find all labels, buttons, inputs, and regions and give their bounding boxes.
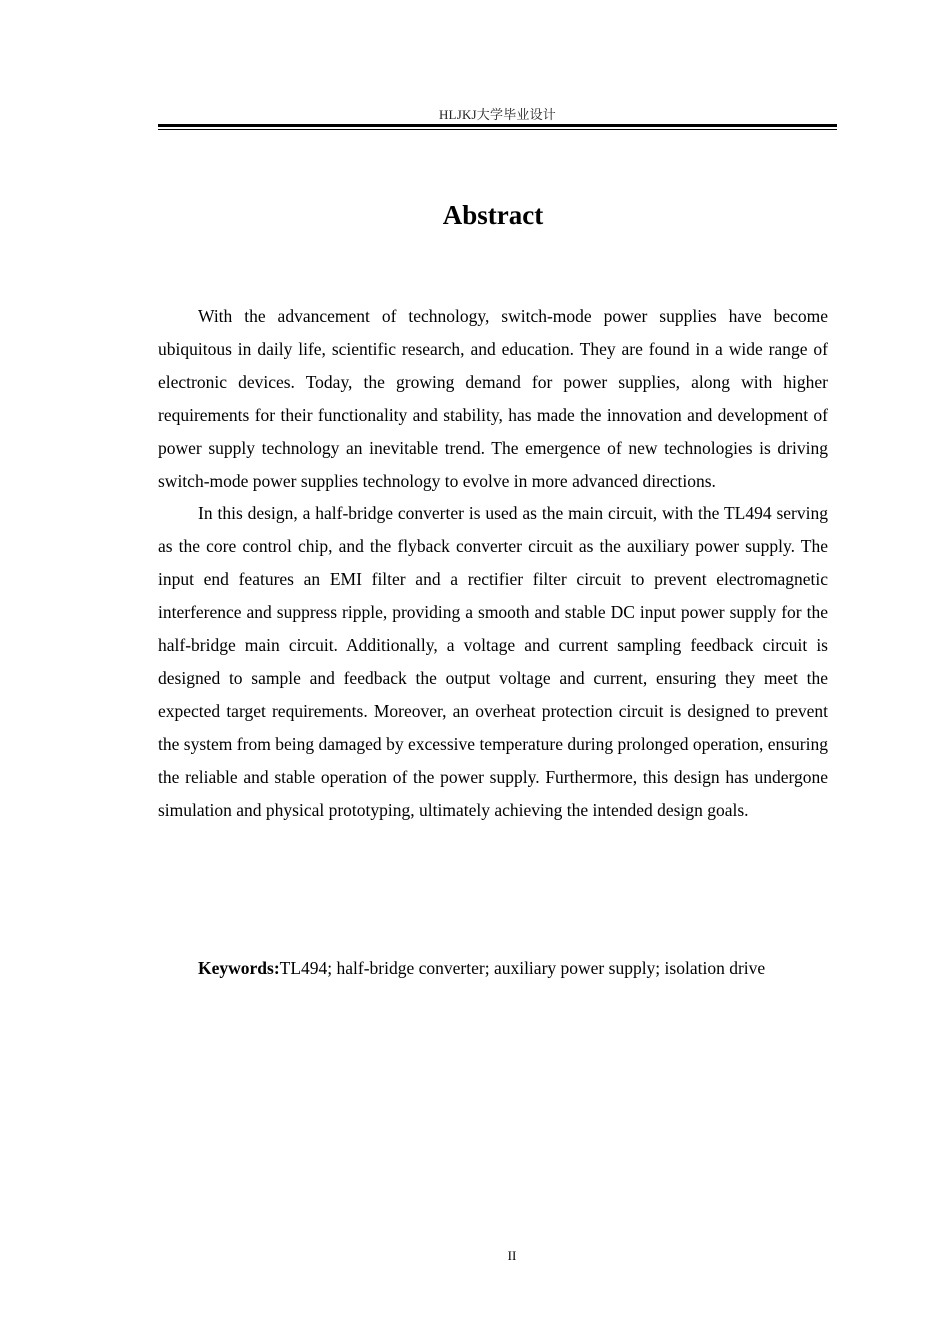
page-title: Abstract (442, 200, 544, 230)
header-rule-thick (158, 124, 837, 127)
header-rule-thin (158, 129, 837, 130)
abstract-body (158, 300, 828, 827)
keywords-label: Keywords: (198, 958, 280, 978)
keywords-line (158, 952, 828, 985)
running-header: HLJKJ大学毕业设计 (438, 107, 557, 122)
abstract-paragraph-1: With the advancement of technology, switch-mode power supplies have become ubiquitous in daily life, scientific research, and education. They are found in a wide range of electronic devices. Today, the growing demand for power supplies, along with higher requirements for their functionality and stability, has made the innovation and development of power supply technology an inevitable trend. The emergence of new technologies is driving switch-mode power supplies technology to evolve in more advanced directions. (158, 306, 828, 491)
abstract-paragraph-2: In this design, a half-bridge converter is used as the main circuit, with the TL494 serving as the core control chip, and the flyback converter circuit as the auxiliary power supply. The input end features an EMI filter and a rectifier filter circuit to prevent electromagnetic interference and suppress ripple, providing a smooth and stable DC input power supply for the half-bridge main circuit. Additionally, a voltage and current sampling feedback circuit is designed to sample and feedback the output voltage and current, ensuring they meet the expected target requirements. Moreover, an overheat protection circuit is designed to prevent the system from being damaged by excessive temperature during prolonged operation, ensuring the reliable and stable operation of the power supply. Furthermore, this design has undergone simulation and physical prototyping, ultimately achieving the intended design goals. (158, 503, 828, 820)
page-number: II (507, 1248, 517, 1263)
keywords-text: TL494; half-bridge converter; auxiliary power supply; isolation drive (279, 958, 766, 978)
